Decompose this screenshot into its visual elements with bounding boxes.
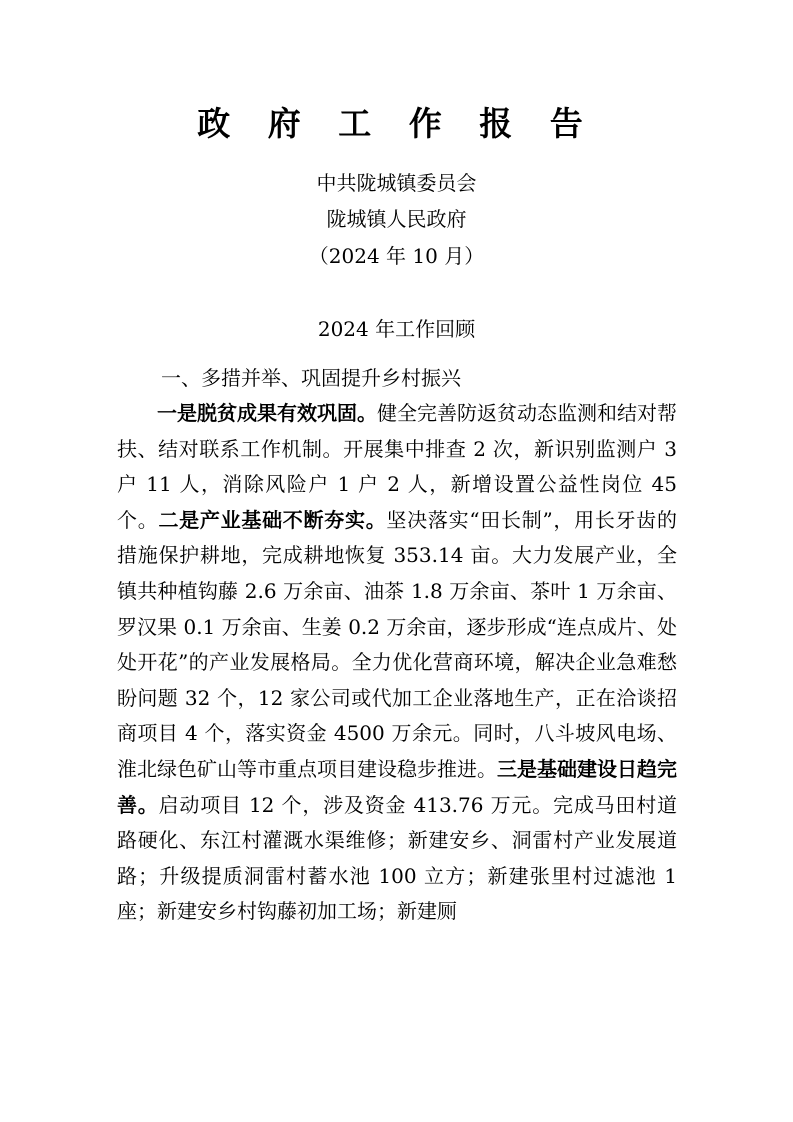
paragraph-text-3: 启动项目 12 个，涉及资金 413.76 万元。完成马田村道路硬化、东江村灌溉水渠维修；新建安乡、洞雷村产业发展道路；升级提质洞雷村蓄水池 100 立方；新建张里村过滤池 1 座；新建安乡村钩藤初加工场；新建厕 <box>117 792 678 924</box>
paragraph-text-1: 健全完善防返贫动态监测和结对帮扶、结对联系工作机制。开展集中排查 2 次，新识别监测户 3 户 11 人，消除风险户 1 户 2 人，新增设置公益性岗位 45 个。 <box>117 401 677 532</box>
paragraph-text-2: 坚决落实“田长制”，用长牙齿的措施保护耕地，完成耕地恢复 353.14 亩。大力发展产业，全镇共种植钩藤 2.6 万余亩、油茶 1.8 万余亩、茶叶 1 万余亩、罗汉果 0.1 万余亩、生姜 0.2 万余亩，逐步形成“连点成片、处处开花”的产业发展格局。全力优化营商环境，解决企业急难愁盼问题 32 个，12 家公司或代加工企业落地生产，正在洽谈招商项目 4 个，落实资金 4500 万余元。同时，八斗坡风电场、淮北绿色矿山等市重点项目建设稳步推进。 <box>117 507 678 781</box>
issuer-government: 陇城镇人民政府 <box>326 207 467 231</box>
document-title: 政 府 工 作 报 告 <box>197 104 596 143</box>
issuer-party-committee: 中共陇城镇委员会 <box>316 171 477 195</box>
section-heading: 一、多措并举、巩固提升乡村振兴 <box>161 366 461 390</box>
review-heading: 2024 年工作回顾 <box>317 317 476 341</box>
lead-sentence-2: 二是产业基础不断夯实。 <box>158 507 387 532</box>
body-paragraph <box>117 396 677 930</box>
lead-sentence-1: 一是脱贫成果有效巩固。 <box>157 401 377 425</box>
lead-sentence-3: 三是基础建设日趋完善。 <box>117 756 677 817</box>
document-date: （2024 年 10 月） <box>308 244 485 268</box>
